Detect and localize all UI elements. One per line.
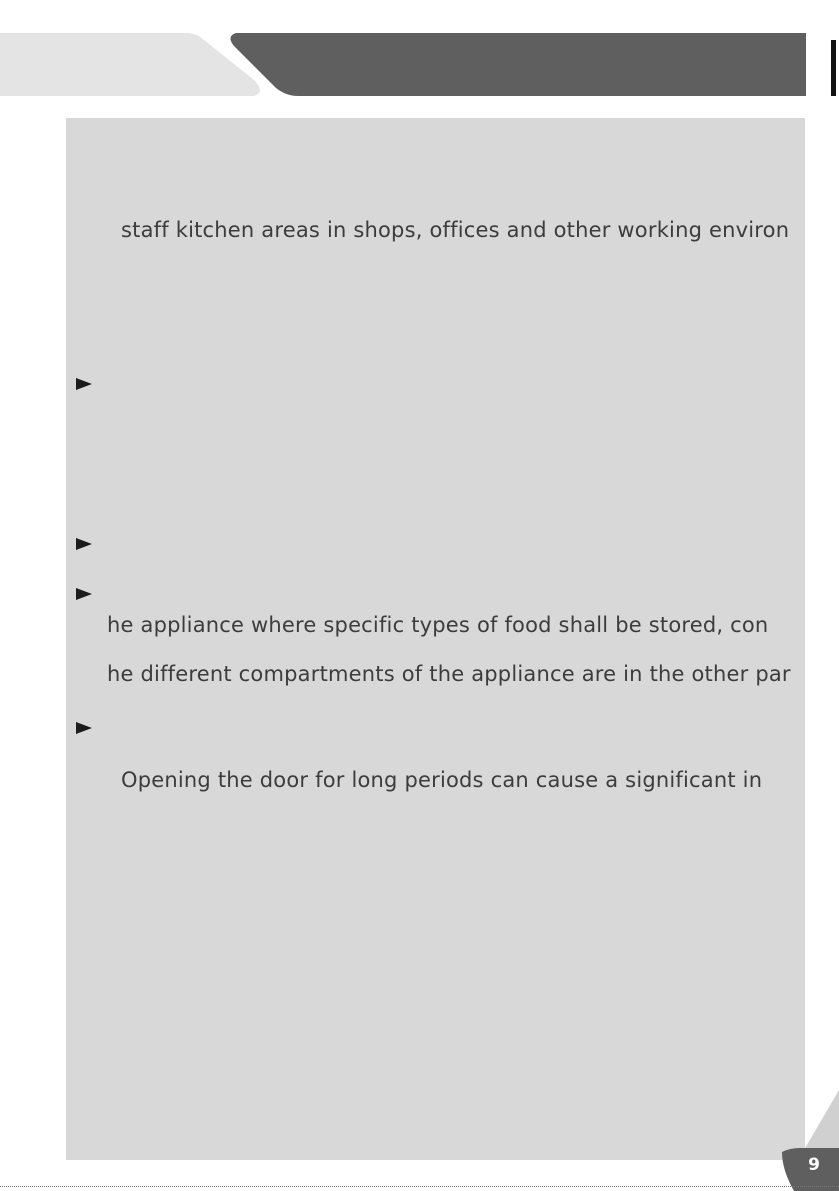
page-number: 9 <box>808 1155 820 1175</box>
text-line-storage-compartments: he appliance where specific types of food shall be stored, con <box>107 613 769 637</box>
text-line-opening-door: Opening the door for long periods can cause a significant in <box>121 768 763 792</box>
header-tabs <box>0 0 839 110</box>
bullet-arrow-icon <box>76 378 92 390</box>
text-line-appliance-compartments: he different compartments of the appliance are in the other par <box>107 662 791 686</box>
header-dark-tab <box>230 33 806 96</box>
content-panel <box>66 118 805 1160</box>
bullet-arrow-icon <box>76 538 92 550</box>
bullet-arrow-icon <box>76 722 92 734</box>
corner-triangle <box>804 1090 839 1150</box>
bullet-arrow-icon <box>76 588 92 600</box>
header-light-tab <box>0 33 260 96</box>
page-corner-tab <box>760 1090 839 1191</box>
page-bottom-edge <box>0 1186 839 1187</box>
header-edge-mark <box>831 40 836 96</box>
text-line-staff-kitchen: staff kitchen areas in shops, offices and other working environ <box>121 218 790 242</box>
